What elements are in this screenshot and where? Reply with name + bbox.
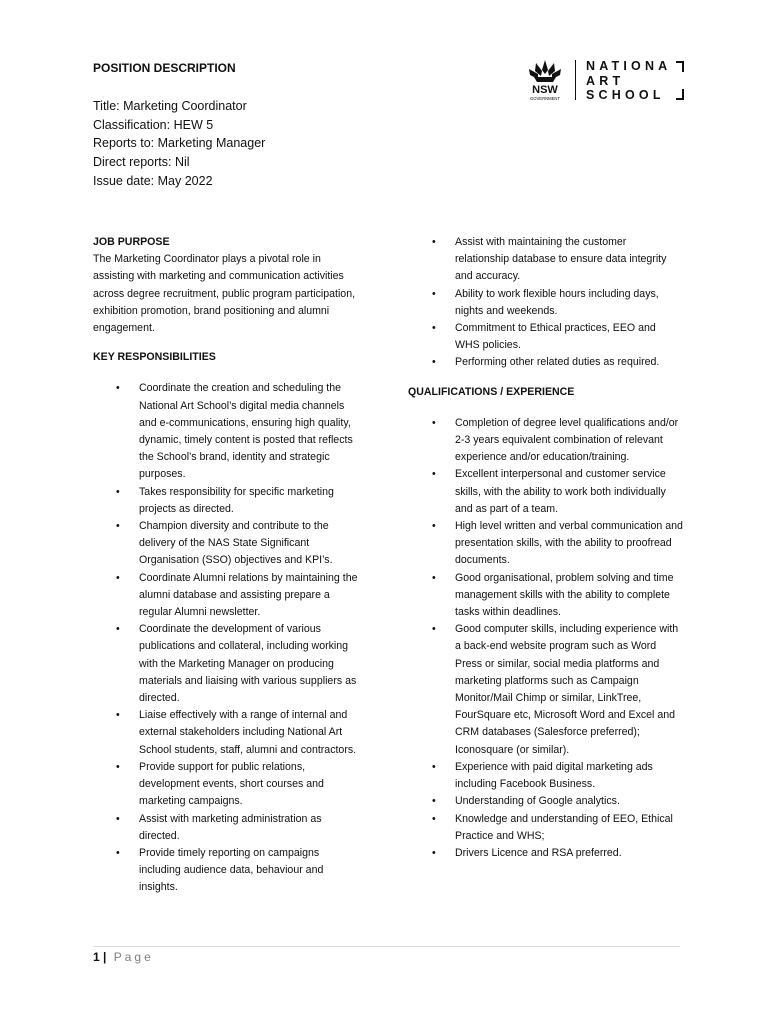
right-column xyxy=(408,234,683,862)
list-item: • Coordinate the development of various publications and collateral, including working with the Marketing Manager on producing materials and liaising with various suppliers as directed. xyxy=(139,621,363,707)
svg-text:GOVERNMENT: GOVERNMENT xyxy=(529,96,561,101)
list-item: • Liaise effectively with a range of internal and external stakeholders including National Art School students, staff, alumni and contractors. xyxy=(139,707,363,759)
wordmark-corner-top xyxy=(676,61,684,72)
meta-classification: Classification: HEW 5 xyxy=(93,117,214,132)
key-responsibilities-heading: KEY RESPONSIBILITIES xyxy=(93,351,216,364)
list-item: • Knowledge and understanding of EEO, Ethical Practice and WHS; xyxy=(455,811,683,845)
job-purpose-text: The Marketing Coordinator plays a pivotal role in assisting with marketing and communication activities across degree recruitment, public program participation, exhibition promotion, brand positioning and alumni engagement. xyxy=(93,253,356,335)
list-item: • Drivers Licence and RSA preferred. xyxy=(455,845,683,862)
list-item: • Takes responsibility for specific marketing projects as directed. xyxy=(139,484,363,518)
list-item: • Understanding of Google analytics. xyxy=(455,793,683,810)
list-item: • Good computer skills, including experience with a back-end website program such as Word Press or similar, social media platforms and marketing platforms such as Campaign Monitor/Mail Chimp or similar, LinkTree, FourSquare etc, Microsoft Word and Excel and CRM databases (Salesforce preferred); Iconosquare (or similar). xyxy=(455,621,683,759)
page-label: Page xyxy=(113,950,154,964)
list-item: • Completion of degree level qualifications and/or 2-3 years equivalent combination of relevant experience and/or education/training. xyxy=(455,415,683,467)
logo-lockup xyxy=(524,58,684,102)
list-item: • Champion diversity and contribute to the delivery of the NAS State Significant Organisation (SSO) objectives and KPI’s. xyxy=(139,518,363,570)
list-item: • Coordinate the creation and scheduling the National Art School’s digital media channels and e-communications, ensuring high quality, dynamic, timely content is posted that reflects the School’s brand, identity and strategic purposes. xyxy=(139,380,363,483)
svg-text:NSW: NSW xyxy=(532,84,558,96)
list-item: • High level written and verbal communication and presentation skills, with the ability to proofread documents. xyxy=(455,518,683,570)
job-purpose-heading: JOB PURPOSE xyxy=(93,236,170,248)
wordmark-corner-bottom xyxy=(676,89,684,100)
more-responsibilities-list xyxy=(408,234,683,372)
meta-reports-to: Reports to: Marketing Manager xyxy=(93,136,266,151)
list-item: • Assist with marketing administration as directed. xyxy=(139,811,363,845)
national-art-school-wordmark: NATIONA ART SCHOOL xyxy=(586,59,672,102)
meta-direct-reports: Direct reports: Nil xyxy=(93,155,190,170)
logo-divider xyxy=(575,60,576,100)
list-item: • Assist with maintaining the customer relationship database to ensure data integrity and accuracy. xyxy=(455,234,683,286)
meta-title: Title: Marketing Coordinator xyxy=(93,99,247,113)
list-item: • Commitment to Ethical practices, EEO and WHS policies. xyxy=(455,320,683,354)
list-item: • Provide timely reporting on campaigns including audience data, behaviour and insights. xyxy=(139,845,363,897)
list-item: • Experience with paid digital marketing ads including Facebook Business. xyxy=(455,759,683,793)
document-title: POSITION DESCRIPTION xyxy=(93,61,236,75)
list-item: • Provide support for public relations, development events, short courses and marketing campaigns. xyxy=(139,759,363,811)
nsw-government-logo xyxy=(524,58,566,102)
page-number: 1 xyxy=(93,950,100,964)
list-item: • Good organisational, problem solving and time management skills with the ability to complete tasks within deadlines. xyxy=(455,570,683,622)
qualifications-list xyxy=(408,415,683,862)
qualifications-heading: QUALIFICATIONS / EXPERIENCE xyxy=(408,385,575,398)
page-footer xyxy=(93,950,154,964)
list-item: • Excellent interpersonal and customer service skills, with the ability to work both individually and as part of a team. xyxy=(455,466,683,518)
list-item: • Performing other related duties as required. xyxy=(455,354,683,371)
meta-issue-date: Issue date: May 2022 xyxy=(93,173,213,188)
footer-divider xyxy=(93,946,680,947)
list-item: • Coordinate Alumni relations by maintaining the alumni database and assisting prepare a regular Alumni newsletter. xyxy=(139,570,363,622)
footer-separator: | xyxy=(103,950,107,964)
key-responsibilities-list xyxy=(93,380,363,896)
left-column xyxy=(93,234,363,897)
position-meta xyxy=(93,97,265,191)
list-item: • Ability to work flexible hours including days, nights and weekends. xyxy=(455,286,683,320)
